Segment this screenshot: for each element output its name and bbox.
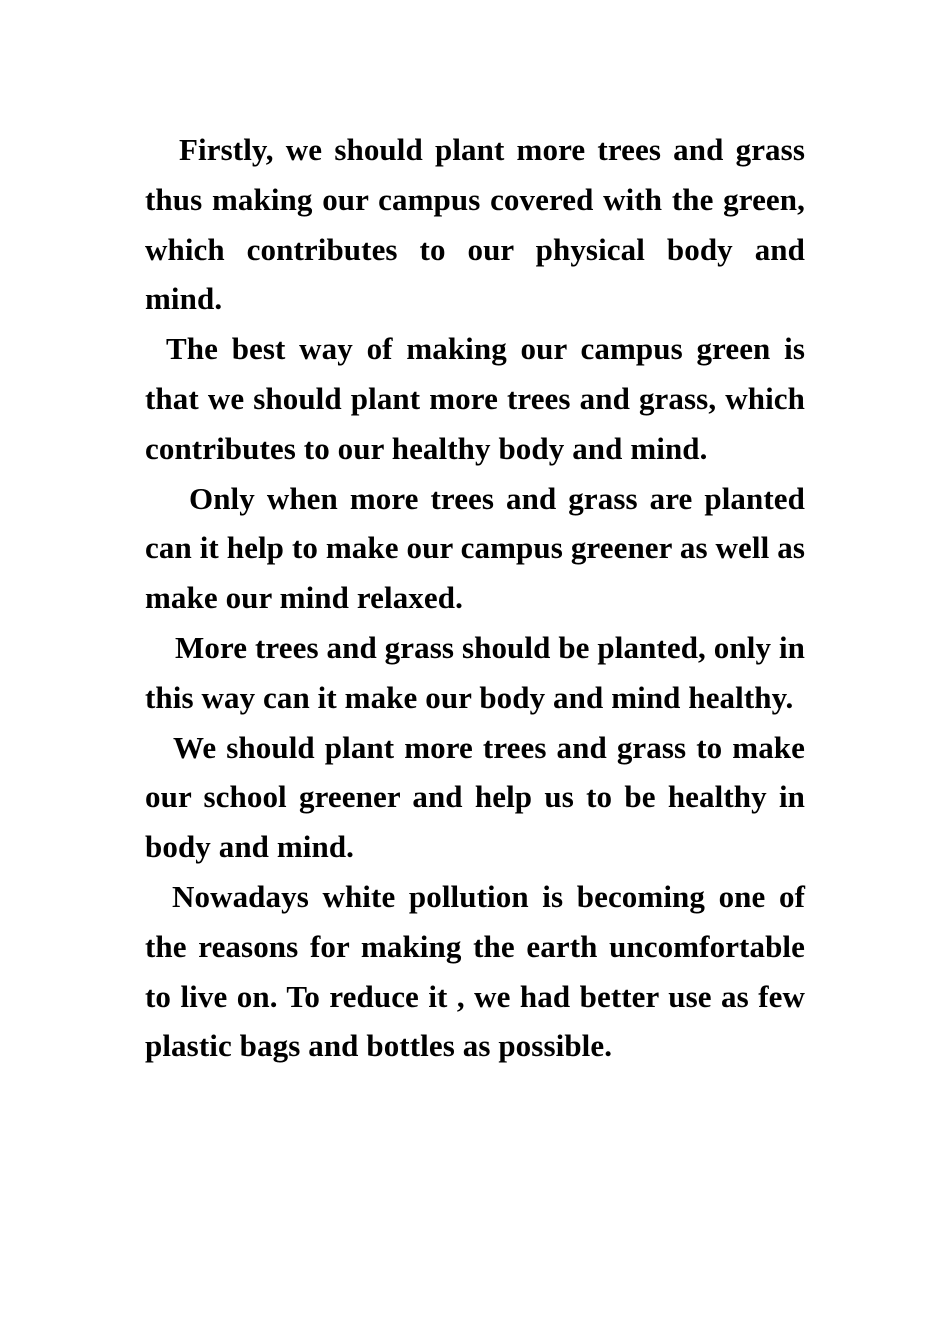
paragraph-best-way: The best way of making our campus green is that we should plant more trees and grass, which contributes to our healthy body and mind. [145,331,805,466]
paragraph-firstly: Firstly, we should plant more trees and grass thus making our campus covered with the green, which contributes to our physical body and mind. [145,132,805,317]
paragraph-only-when: Only when more trees and grass are planted can it help to make our campus greener as well as make our mind relaxed. [145,480,805,616]
paragraph-more-trees: More trees and grass should be planted, only in this way can it make our body and mind healthy. [145,629,805,715]
paragraph-we-should: We should plant more trees and grass to make our school greener and help us to be healthy in body and mind. [145,729,805,865]
paragraph-white-pollution: Nowadays white pollution is becoming one of the reasons for making the earth uncomfortable to live on. To reduce it , we had better use as few plastic bags and bottles as possible. [145,878,805,1064]
document-body [145,125,805,1071]
